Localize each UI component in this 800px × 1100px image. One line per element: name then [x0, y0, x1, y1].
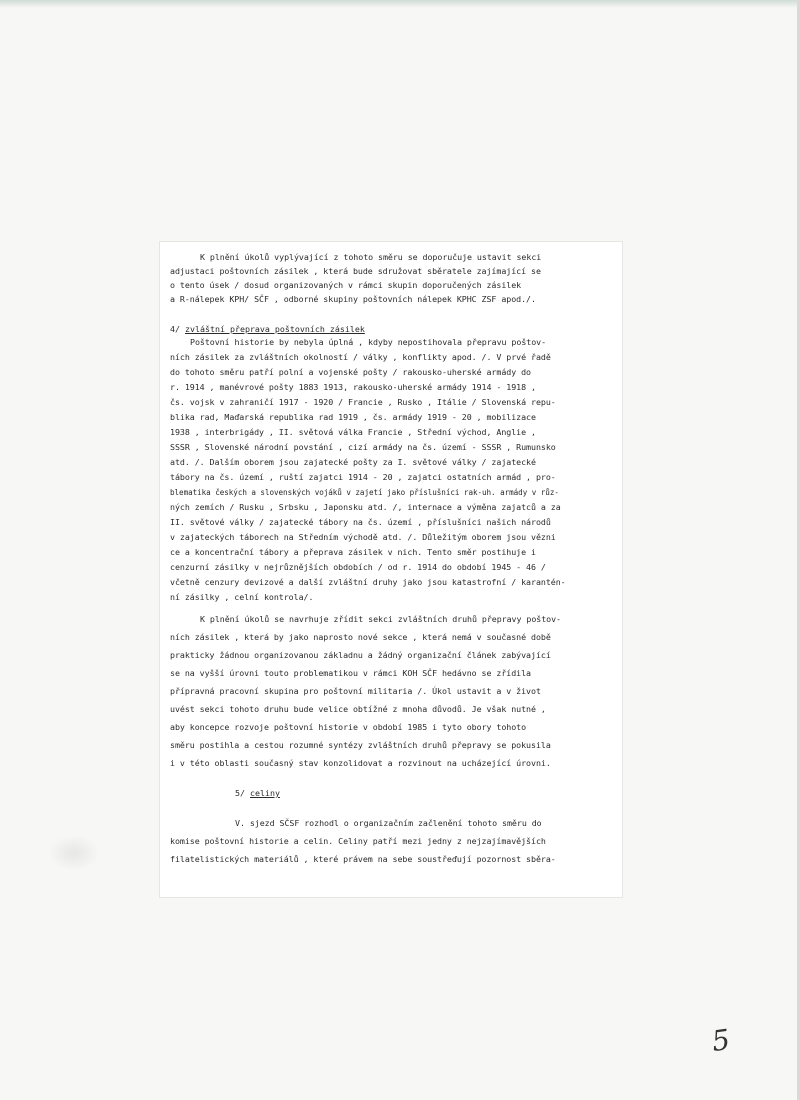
section-4-number: 4/: [170, 324, 180, 334]
p2-line-13: II. světové války / zajatecké tábory na čs. území , příslušníci našich národů: [170, 517, 551, 527]
p4-line-3: filatelistických materiálů , které právem na sebe soustřeďují pozornost sběra-: [170, 854, 556, 864]
typed-page: [160, 242, 622, 897]
section-4-title: zvláštní přeprava poštovních zásilek: [185, 324, 365, 334]
p4-line-1: V. sjezd SČSF rozhodl o organizačním začlenění tohoto směru do: [235, 818, 542, 828]
p2-line-14: v zajateckých táborech na Středním východě atd. /. Důležitým oborem jsou vězni: [170, 532, 556, 542]
p3-line-8: směru postihla a cestou rozumné syntézy zvláštních druhů přepravy se pokusila: [170, 740, 551, 750]
p3-line-5: přípravná pracovní skupina pro poštovní militaria /. Úkol ustavit a v život: [170, 686, 541, 696]
p3-line-6: uvést sekci tohoto druhu bude velice obtížné z mnoha důvodů. Je však nutné ,: [170, 704, 546, 714]
scan-top-strip: [0, 0, 800, 8]
p1-line-2: adjustaci poštovních zásilek , která bude sdružovat sběratele zajímající se: [170, 266, 541, 276]
p2-line-4: r. 1914 , manévrové pošty 1883 1913, rakousko-uherské armády 1914 - 1918 ,: [170, 382, 536, 392]
p2-line-12: ných zemích / Rusku , Srbsku , Japonsku atd. /, internace a výměna zajatců a za: [170, 502, 561, 512]
p3-line-1: K plnění úkolů se navrhuje zřídit sekci zvláštních druhů přepravy poštov-: [200, 614, 561, 624]
p2-line-15: ce a koncentrační tábory a přeprava zásilek v nich. Tento směr postihuje i: [170, 547, 536, 557]
p2-line-9: atd. /. Dalším oborem jsou zajatecké pošty za I. světové války / zajatecké: [170, 457, 536, 467]
p4-line-2: komise poštovní historie a celin. Celiny patří mezi jedny z nejzajímavějších: [170, 836, 546, 846]
p2-line-3: do tohoto směru patří polní a vojenské pošty / rakousko-uherské armády do: [170, 367, 531, 377]
p2-line-7: 1938 , interbrigády , II. světová válka Francie , Střední východ, Anglie ,: [170, 427, 536, 437]
p3-line-2: ních zásilek , která by jako naprosto nové sekce , která nemá v současné době: [170, 632, 551, 642]
p2-line-18: ní zásilky , celní kontrola/.: [170, 592, 314, 602]
section-5-number: 5/: [235, 788, 245, 798]
p2-line-2: ních zásilek za zvláštních okolností / války , konflikty apod. /. V prvé řadě: [170, 352, 551, 362]
p3-line-9: i v této oblasti současný stav konzolidovat a rozvinout na ucházející úrovni.: [170, 758, 551, 768]
section-5-title: celiny: [250, 788, 280, 798]
p2-line-16: cenzurní zásilky v nejrůznějších obdobích / od r. 1914 do období 1945 - 46 /: [170, 562, 546, 572]
p1-line-4: a R-nálepek KPH/ SČF , odborné skupiny poštovních nálepek KPHC ZSF apod./.: [170, 294, 536, 304]
section-4-heading: [170, 324, 365, 335]
scan-smudge: [48, 835, 100, 871]
p2-line-17: včetně cenzury devizové a další zvláštní druhy jako jsou katastrofní / karantén-: [170, 577, 566, 587]
p2-line-5: čs. vojsk v zahraničí 1917 - 1920 / Francie , Rusko , Itálie / Slovenská repu-: [170, 397, 556, 407]
section-5-heading: [235, 788, 280, 799]
handwritten-page-number: 5: [709, 1022, 733, 1059]
p2-line-8: SSSR , Slovenské národní povstání , cizí armády na čs. území - SSSR , Rumunsko: [170, 442, 556, 452]
p3-line-4: se na vyšší úrovni touto problematikou v rámci KOH SČF hedávno se zřídila: [170, 668, 531, 678]
p3-line-7: aby koncepce rozvoje poštovní historie v období 1985 i tyto obory tohoto: [170, 722, 527, 732]
p3-line-3: prakticky žádnou organizovanou základnu a žádný organizační článek zabývající: [170, 650, 551, 660]
p2-line-6: blika rad, Maďarská republika rad 1919 , čs. armády 1919 - 20 , mobilizace: [170, 412, 536, 422]
p2-line-10: tábory na čs. území , ruští zajatci 1914 - 20 , zajatci ostatních armád , pro-: [170, 472, 556, 482]
p1-line-3: o tento úsek / dosud organizovaných v rámci skupin doporučených zásilek: [170, 280, 522, 290]
p2-line-11: blematika českých a slovenských vojáků v zajetí jako příslušníci rak-uh. armády v růz-: [170, 488, 559, 497]
p1-line-1: K plnění úkolů vyplývající z tohoto směru se doporučuje ustavit sekci: [200, 252, 542, 262]
p2-line-1: Poštovní historie by nebyla úplná , kdyby nepostihovala přepravu poštov-: [190, 337, 547, 347]
